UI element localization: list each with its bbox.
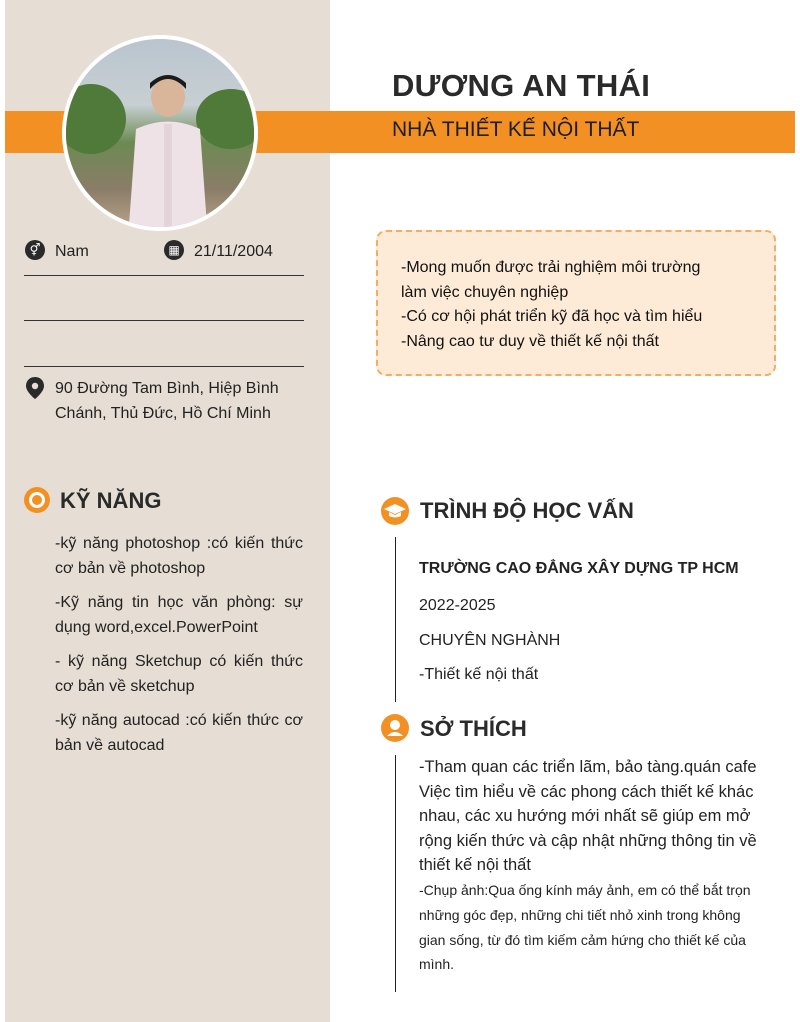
address-text: 90 Đường Tam Bình, Hiệp Bình Chánh, Thủ Đức, Hồ Chí Minh — [55, 380, 279, 422]
objective-line: làm việc chuyên nghiệp — [401, 283, 569, 301]
skills-heading: KỸ NĂNG — [60, 488, 162, 513]
divider — [24, 320, 304, 321]
skill-item: -Kỹ năng tin học văn phòng: sự dụng word,excel.PowerPoint — [55, 594, 303, 636]
person-photo — [128, 69, 208, 227]
divider — [24, 366, 304, 367]
objective-line: -Nâng cao tư duy về thiết kế nội thất — [401, 332, 659, 350]
study-years: 2022-2025 — [419, 597, 496, 614]
gender-icon: ⚥ — [25, 240, 45, 260]
timeline-line — [395, 537, 396, 702]
skill-item: - kỹ năng Sketchup có kiến thức cơ bản về sketchup — [55, 653, 303, 695]
avatar — [66, 39, 254, 227]
divider — [24, 275, 304, 276]
skill-item: -kỹ năng photoshop :có kiến thức cơ bản về photoshop — [55, 535, 303, 577]
major-value: -Thiết kế nội thất — [419, 666, 539, 683]
graduation-cap-icon — [381, 497, 409, 525]
hobby-item: -Tham quan các triển lãm, bảo tàng.quán cafe Việc tìm hiểu về các phong cách thiết kế khác nhau, các xu hướng mới nhất sẽ giúp em mở rộng kiến thức và cập nhật những thông tin về thiết kế nội thất — [419, 758, 757, 874]
education-heading: TRÌNH ĐỘ HỌC VẤN — [420, 498, 634, 523]
location-pin-icon — [25, 377, 45, 399]
hobby-item: -Chụp ảnh:Qua ống kính máy ảnh, em có thể bắt trọn những góc đẹp, những chi tiết nhỏ xinh trong không gian sống, từ đó tìm kiếm cảm hứng cho thiết kế của mình. — [419, 882, 751, 973]
gender-value: Nam — [55, 243, 89, 260]
target-icon — [24, 487, 50, 513]
birthdate-value: 21/11/2004 — [194, 243, 273, 260]
avatar-frame — [62, 35, 258, 231]
job-title: NHÀ THIẾT KẾ NỘI THẤT — [392, 118, 640, 141]
major-label: CHUYÊN NGHÀNH — [419, 632, 561, 649]
objective-line: -Có cơ hội phát triển kỹ đã học và tìm hiểu — [401, 308, 703, 325]
hobbies-heading: SỞ THÍCH — [420, 716, 527, 741]
skills-list — [55, 532, 303, 768]
skill-item: -kỹ năng autocad :có kiến thức cơ bản về autocad — [55, 712, 303, 754]
school-name: TRƯỜNG CAO ĐẲNG XÂY DỰNG TP HCM — [419, 560, 739, 577]
user-icon — [381, 714, 409, 742]
full-name: DƯƠNG AN THÁI — [392, 68, 651, 103]
objective-line: -Mong muốn được trải nghiệm môi trường — [401, 259, 701, 276]
timeline-line — [395, 755, 396, 992]
career-objective-box — [376, 230, 776, 376]
calendar-icon: ▦ — [164, 240, 184, 260]
